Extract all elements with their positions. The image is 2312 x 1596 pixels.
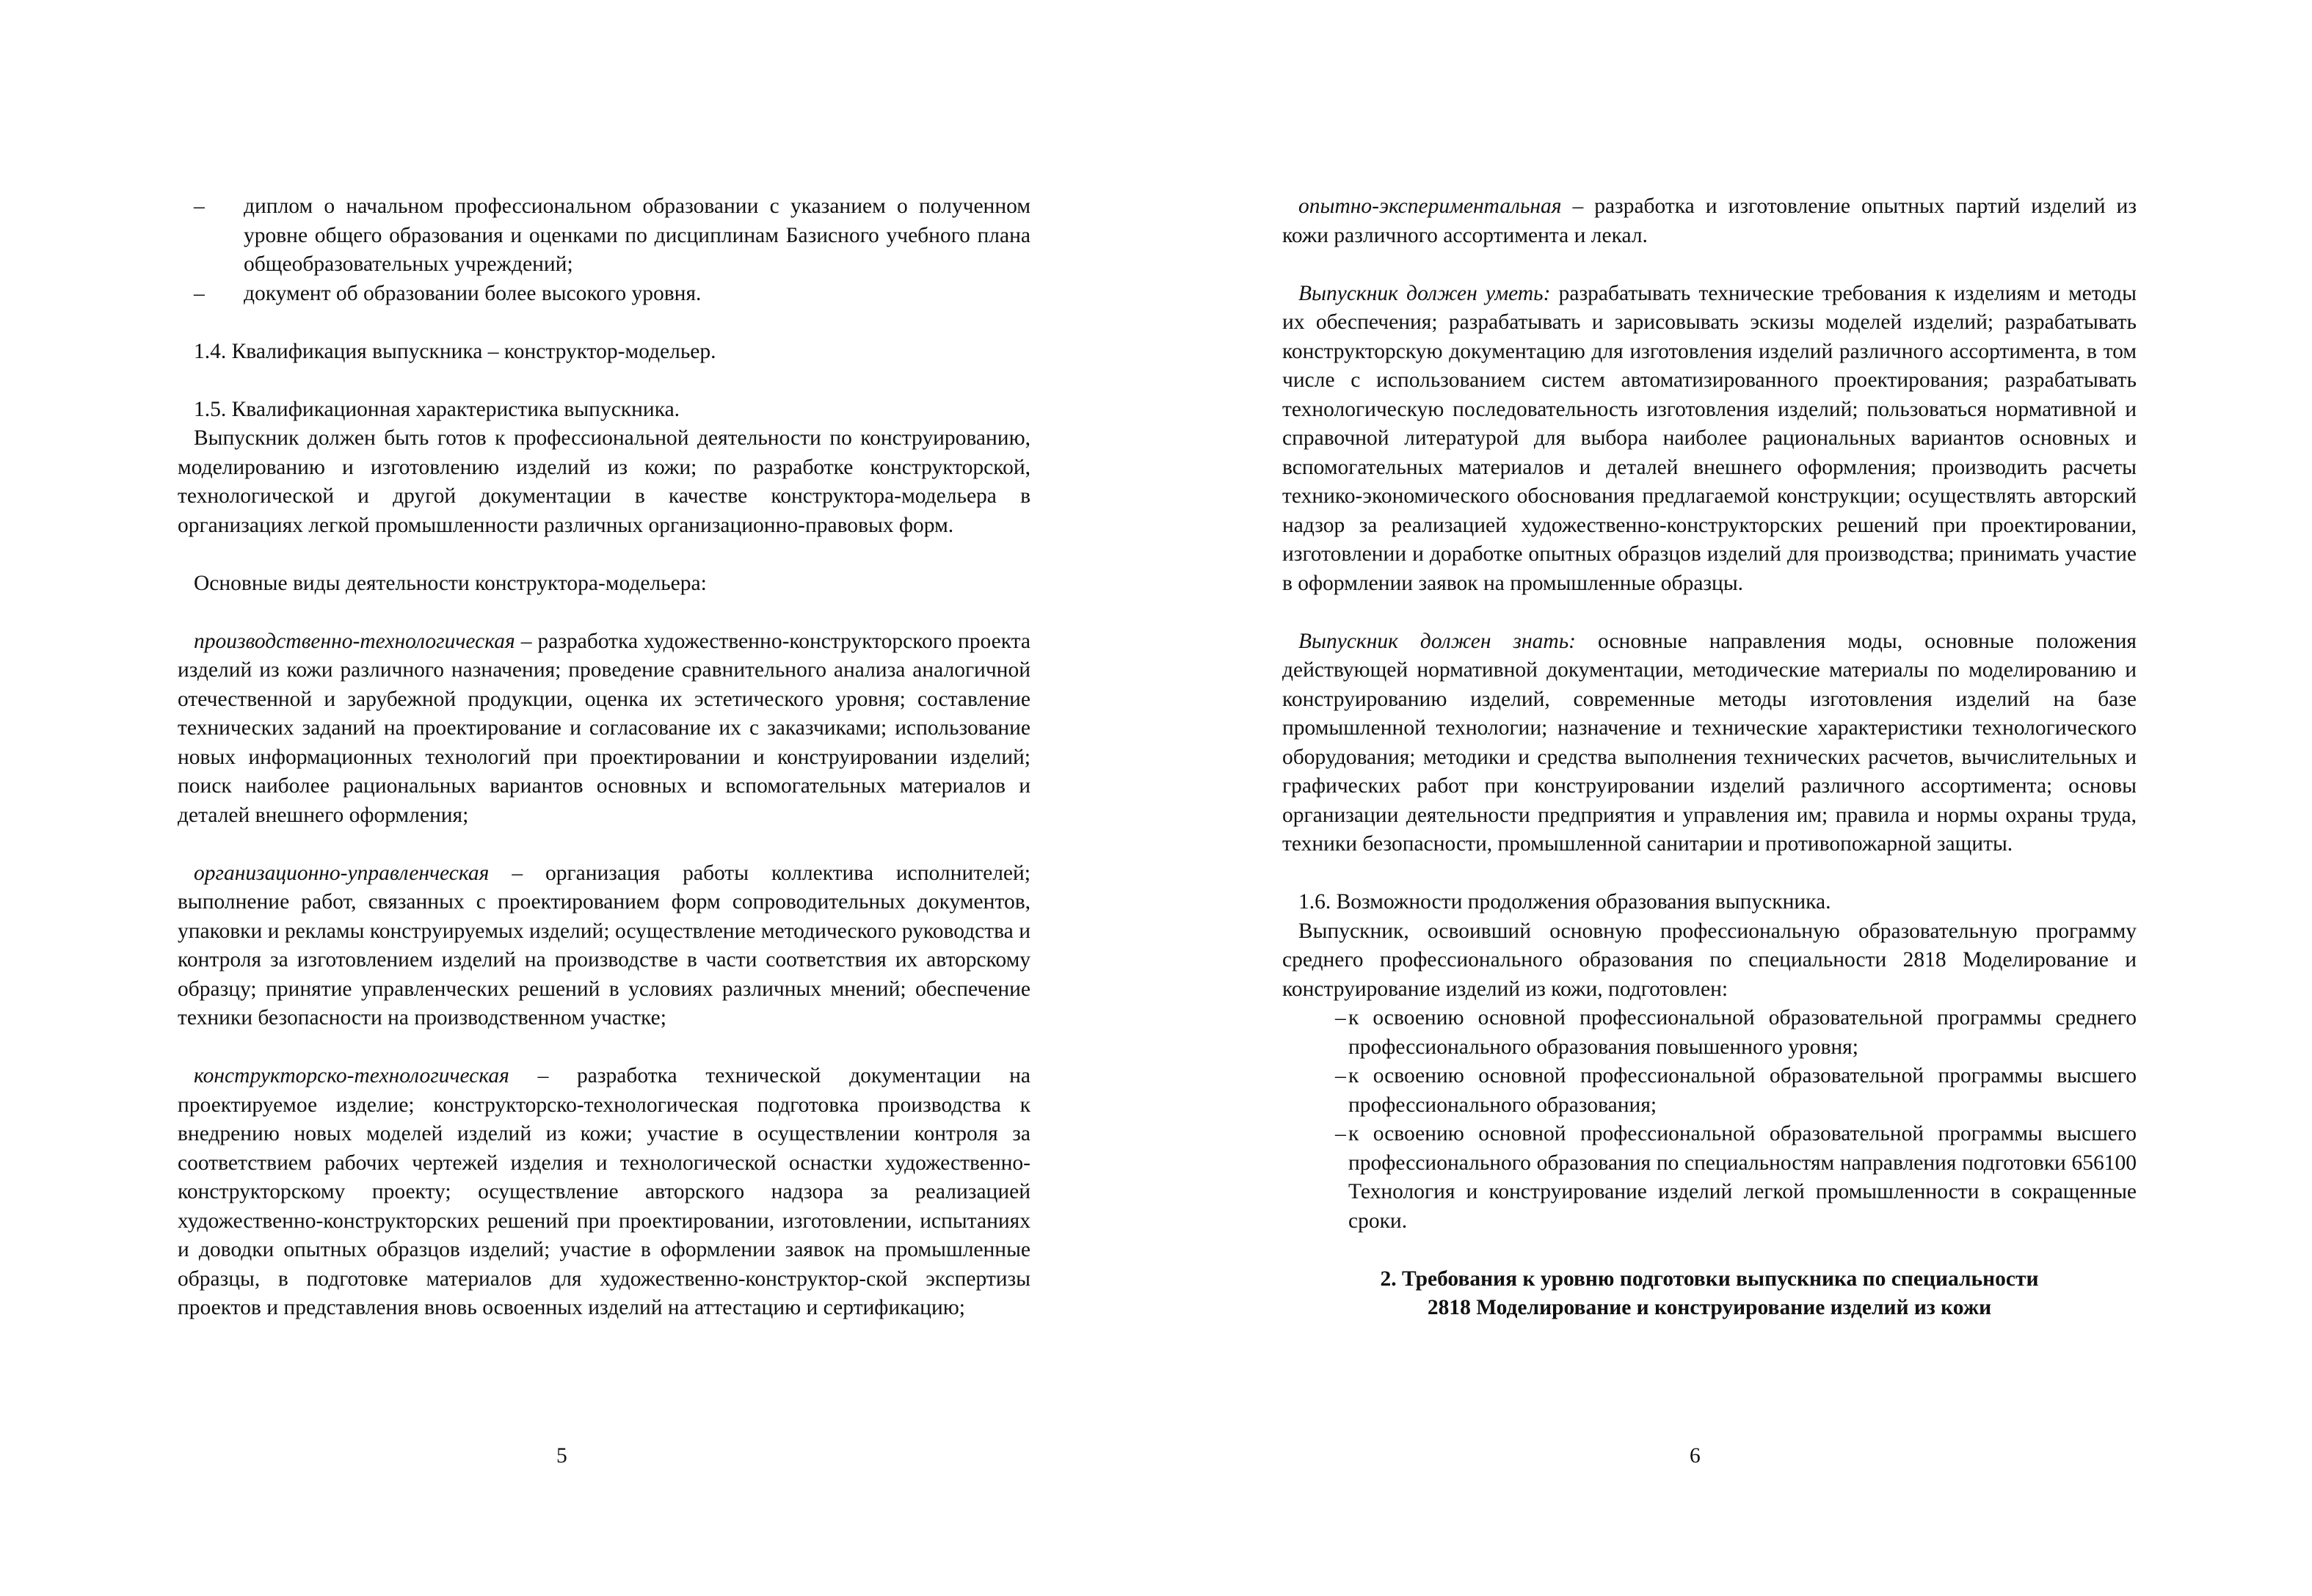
qualification-paragraph: 1.4. Квалификация выпускника – конструктор-модельер. (194, 339, 716, 363)
must-know-text: основные направления моды, основные положения действующей нормативной документации, методические материалы по моделированию и конструированию изделий, современные методы изготовления изделий на базе промышленной технологии; назначение и технические характеристики технологического оборудования; методики и средства выполнения технических расчетов, вычислительных и графических работ при конструировании изделий различного ассортимента; основы организации деятельности предприятия и управления им; правила и нормы охраны труда, техники безопасности, промышленной санитарии и противопожарной защиты. (1282, 629, 2137, 856)
activity-text: – организация работы коллектива исполнителей; выполнение работ, связанных с проектированием форм сопроводительных документов, упаковки и рекламы конструируемых изделий; осуществление методического руководства и контроля за изготовлением изделий на производстве в части соответствия их авторскому образцу; принятие управленческих решений в условиях различных мнений; обеспечение техники безопасности на производственном участке; (178, 861, 1030, 1030)
left-page-text (178, 192, 1030, 1323)
activity-text: – разработка и изготовление опытных партий изделий из кожи различного ассортимента и лекал. (1282, 194, 2137, 247)
bullet-dash: – (1335, 1006, 1346, 1030)
list-item (178, 192, 1030, 280)
must-do-paragraph (1282, 280, 2137, 599)
bullet-dash: – (1335, 1122, 1346, 1145)
must-know-paragraph (1282, 627, 2137, 859)
list-item-text: документ об образовании более высокого уровня. (244, 281, 702, 305)
list-item (1282, 1062, 2137, 1120)
activity-design (178, 1062, 1030, 1323)
page-number: 5 (556, 1444, 567, 1468)
activity-production (178, 627, 1030, 831)
list-item-text: к освоению основной профессиональной образовательной программы среднего профессионального образования повышенного уровня; (1348, 1006, 2137, 1059)
list-item (1282, 1120, 2137, 1236)
activity-term: конструкторско-технологическая (194, 1064, 509, 1087)
bullet-dash: – (1335, 1064, 1346, 1087)
section-heading-line2: 2818 Моделирование и конструирование изделий из кожи (1427, 1296, 1992, 1319)
must-do-term: Выпускник должен уметь: (1298, 281, 1551, 305)
list-item (178, 280, 1030, 309)
activity-experimental (1282, 192, 2137, 250)
activity-management (178, 859, 1030, 1033)
section-heading-line1: 2. Требования к уровню подготовки выпускника по специальности (1380, 1267, 2039, 1291)
activity-text: – разработка художественно-конструкторского проекта изделий из кожи различного назначения; проведение сравнительного анализа аналогичной отечественной и зарубежной продукции, оценка их эстетического уровня; составление технических заданий на проектирование и согласование их с заказчиками; использование новых информационных технологий при проектировании и конструировании изделий; поиск наиболее рациональных вариантов основных и вспомогательных материалов и деталей внешнего оформления; (178, 629, 1030, 827)
page-number: 6 (1690, 1444, 1701, 1468)
list-item (1282, 1004, 2137, 1062)
must-do-text: разрабатывать технические требования к изделиям и методы их обеспечения; разрабатывать и зарисовывать эскизы моделей изделий; разрабатывать конструкторскую документацию для изготовления изделий различного ассортимента, в том числе с использованием систем автоматизированного проектирования; разрабатывать технологическую последовательность изготовления изделий; пользоваться нормативной и справочной литературой для выбора наиболее рациональных вариантов основных и вспомогательных материалов и деталей внешнего оформления; производить расчеты технико-экономического обоснования предлагаемой конструкции; осуществлять авторский надзор за реализацией художественно-конструкторских решений при проектировании, изготовлении и доработке опытных образцов изделий для производства; принимать участие в оформлении заявок на промышленные образцы. (1282, 281, 2137, 595)
continuation-paragraph: Выпускник, освоивший основную профессиональную образовательную программу среднего профессионального образования по специальности 2818 Моделирование и конструирование изделий из кожи, подготовлен: (1282, 919, 2137, 1001)
list-item-text: к освоению основной профессиональной образовательной программы высшего профессионального образования; (1348, 1064, 2137, 1117)
activity-text: – разработка технической документации на проектируемое изделие; конструкторско-технологическая подготовка производства к внедрению новых моделей изделий из кожи; участие в осуществлении контроля за соответствием рабочих чертежей изделия и технологической оснастки художественно-конструкторскому проекту; осуществление авторского надзора за реализацией художественно-конструкторских решений при проектировании, изготовлении, испытаниях и доводки опытных образцов изделий; участие в оформлении заявок на промышленные образцы, в подготовке материалов для художественно-конструктор-ской экспертизы проектов и представления вновь освоенных изделий на аттестацию и сертификацию; (178, 1064, 1030, 1319)
bullet-dash: – (194, 281, 205, 305)
list-item-text: к освоению основной профессиональной образовательной программы высшего профессионального образования по специальностям направления подготовки 656100 Технология и конструирование изделий легкой промышленности в сокращенные сроки. (1348, 1122, 2137, 1233)
must-know-term: Выпускник должен знать: (1298, 629, 1576, 653)
right-page (1156, 0, 2312, 1596)
activity-term: организационно-управленческая (194, 861, 490, 885)
continuation-heading: 1.6. Возможности продолжения образования выпускника. (1298, 890, 1831, 914)
bullet-dash: – (194, 194, 205, 218)
section-heading (1282, 1265, 2137, 1323)
activities-intro: Основные виды деятельности конструктора-модельера: (194, 571, 707, 595)
characteristic-paragraph: Выпускник должен быть готов к профессиональной деятельности по конструированию, моделированию и изготовлению изделий из кожи; по разработке конструкторской, технологической и другой документации в качестве конструктора-модельера в организациях легкой промышленности различных организационно-правовых форм. (178, 426, 1030, 537)
activity-term: производственно-технологическая (194, 629, 515, 653)
right-page-text (1282, 192, 2137, 1323)
activity-term: опытно-экспериментальная (1298, 194, 1562, 218)
list-item-text: диплом о начальном профессиональном образовании с указанием о полученном уровне общего образования и оценками по дисциплинам Базисного учебного плана общеобразовательных учреждений; (244, 194, 1030, 276)
characteristic-heading: 1.5. Квалификационная характеристика выпускника. (194, 397, 680, 421)
